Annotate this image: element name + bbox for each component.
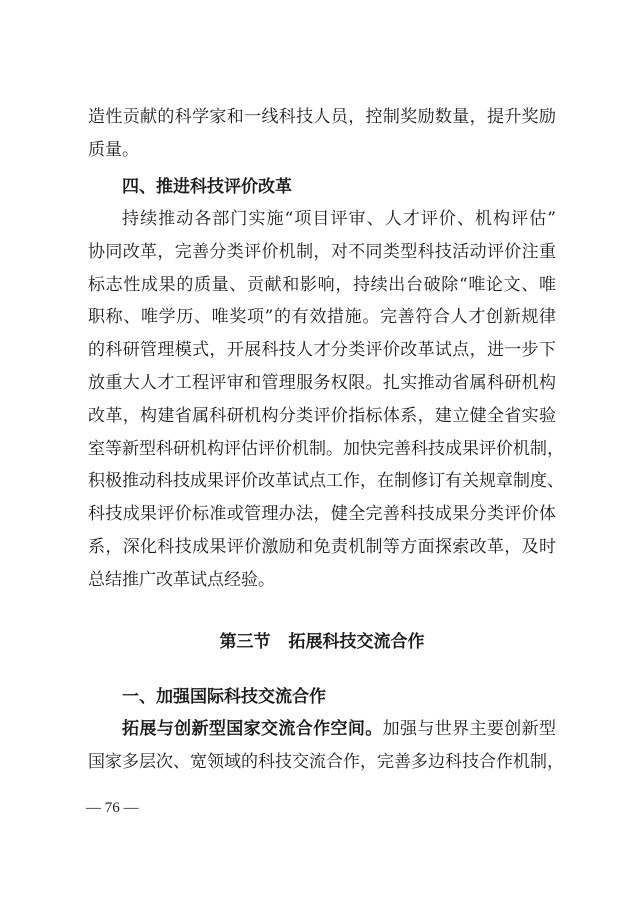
text-line: 放重大人才工程评审和管理服务权限。扎实推动省属科研机构 <box>88 372 556 393</box>
text-line: 标志性成果的质量、贡献和影响，持续出台破除“唯论文、唯 <box>88 274 556 295</box>
heading-international <box>88 681 556 714</box>
text-line: 积极推动科技成果评价改革试点工作，在制修订有关规章制度、 <box>88 471 564 492</box>
text-line: 科技成果评价标准或管理办法，健全完善科技成果分类评价体 <box>88 504 556 525</box>
subsection-heading: 一、加强国际科技交流合作 <box>122 687 326 707</box>
text-line: 国家多层次、宽领域的科技交流合作，完善多边科技合作机制， <box>88 751 564 772</box>
text-line: 的科研管理模式，开展科技人才分类评价改革试点，进一步下 <box>88 340 556 361</box>
text-line: 系，深化科技成果评价激励和免责机制等方面探索改革，及时 <box>88 536 556 557</box>
international-paragraph <box>88 713 564 779</box>
section-heading: 四、推进科技评价改革 <box>122 177 292 197</box>
reform-paragraph <box>88 203 564 597</box>
text-line: 持续推动各部门实施“项目评审、人才评价、机构评估” <box>122 209 556 229</box>
section-title <box>88 626 556 659</box>
text-line: 改革，构建省属科研机构分类评价指标体系，建立健全省实验 <box>88 405 556 426</box>
page-number: — 76 — <box>86 800 139 816</box>
section-name: 拓展科技交流合作 <box>288 632 425 652</box>
continuation-paragraph <box>88 101 556 167</box>
lead-sentence: 拓展与创新型国家交流合作空间。 <box>122 719 383 739</box>
text-run: 加强与世界主要创新型 <box>382 719 556 739</box>
text-line: 总结推广改革试点经验。 <box>88 569 275 590</box>
text-line: 质量。 <box>88 139 139 160</box>
heading-reform <box>88 171 556 204</box>
text-line <box>88 713 556 746</box>
text-line: 造性贡献的科学家和一线科技人员，控制奖励数量，提升奖励 <box>88 107 556 127</box>
section-number: 第三节 <box>219 632 271 652</box>
text-line: 协同改革，完善分类评价机制，对不同类型科技活动评价注重 <box>88 241 556 262</box>
text-line: 室等新型科研机构评估评价机制。加快完善科技成果评价机制， <box>88 438 564 459</box>
text-line: 职称、唯学历、唯奖项”的有效措施。完善符合人才创新规律 <box>88 307 556 328</box>
